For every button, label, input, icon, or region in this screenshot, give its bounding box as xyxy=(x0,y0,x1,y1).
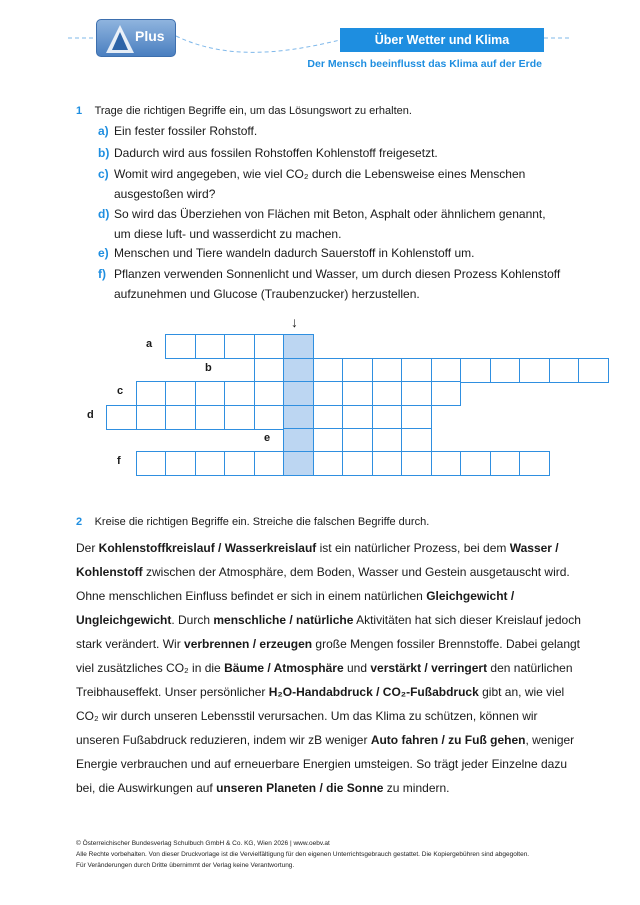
crossword-row-label: c xyxy=(117,385,124,397)
chapter-banner: Über Wetter und Klima xyxy=(340,28,544,52)
clue-text: Ein fester fossiler Rohstoff. xyxy=(114,124,258,138)
crossword-cell[interactable] xyxy=(136,405,167,430)
choice-option-pair[interactable]: Auto fahren / zu Fuß gehen xyxy=(370,733,526,747)
crossword-cell[interactable] xyxy=(254,358,285,383)
crossword-cell[interactable] xyxy=(165,405,196,430)
clue-label: b) xyxy=(98,146,110,160)
crossword-cell[interactable] xyxy=(342,358,373,383)
crossword-cell[interactable] xyxy=(195,451,226,476)
crossword-cell[interactable] xyxy=(431,451,462,476)
cloze-paragraph xyxy=(76,536,581,800)
clue-label: c) xyxy=(98,167,109,181)
clue-text: So wird das Überziehen von Flächen mit Beton, Asphalt oder ähnlichem genannt, um diese luft- und wasserdicht zu machen. xyxy=(114,207,546,241)
crossword-cell[interactable] xyxy=(401,451,432,476)
choice-option-pair[interactable]: H₂O-Handabdruck / CO₂-Fußabdruck xyxy=(268,685,479,699)
paragraph-text: zwischen der Atmosphäre, dem Boden, Wasser und Gestein ausgetauscht wird. Ohne menschlichen Einfluss befindet er sich in einem natürlichen xyxy=(76,565,570,603)
crossword-cell[interactable] xyxy=(372,428,403,453)
crossword-cell[interactable] xyxy=(106,405,137,430)
crossword-cell[interactable] xyxy=(342,405,373,430)
crossword-solution-cell[interactable] xyxy=(283,405,314,430)
crossword-cell[interactable] xyxy=(254,405,285,430)
crossword-cell[interactable] xyxy=(549,358,580,383)
crossword-row-label: d xyxy=(87,409,94,421)
solution-arrow-icon: ↓ xyxy=(291,314,298,330)
crossword-cell[interactable] xyxy=(313,358,344,383)
choice-option-pair[interactable]: verbrennen / erzeugen xyxy=(184,637,313,651)
crossword-cell[interactable] xyxy=(490,358,521,383)
clue-text: Womit wird angegeben, wie viel CO₂ durch die Lebensweise eines Menschen ausgestoßen wird? xyxy=(114,167,526,201)
clue-f xyxy=(98,264,568,304)
crossword-solution-cell[interactable] xyxy=(283,381,314,406)
choice-option-pair[interactable]: verstärkt / verringert xyxy=(370,661,488,675)
crossword-cell[interactable] xyxy=(460,451,491,476)
choice-option-pair[interactable]: Bäume / Atmosphäre xyxy=(224,661,344,675)
clue-label: f) xyxy=(98,267,106,281)
crossword-cell[interactable] xyxy=(313,381,344,406)
choice-option-pair[interactable]: menschliche / natürliche xyxy=(213,613,354,627)
task-instruction: Trage die richtigen Begriffe ein, um das Lösungswort zu erhalten. xyxy=(94,105,412,117)
crossword-cell[interactable] xyxy=(578,358,609,383)
clue-text: Dadurch wird aus fossilen Rohstoffen Kohlenstoff freigesetzt. xyxy=(114,146,438,160)
crossword-cell[interactable] xyxy=(136,451,167,476)
clue-b xyxy=(98,143,568,163)
clue-d xyxy=(98,204,568,244)
crossword-solution-cell[interactable] xyxy=(283,428,314,453)
crossword-cell[interactable] xyxy=(519,451,550,476)
crossword-cell[interactable] xyxy=(254,381,285,406)
crossword-cell[interactable] xyxy=(224,405,255,430)
crossword-cell[interactable] xyxy=(165,334,196,359)
clue-text: Menschen und Tiere wandeln dadurch Sauerstoff in Kohlenstoff um. xyxy=(114,246,475,260)
crossword-cell[interactable] xyxy=(401,405,432,430)
crossword-cell[interactable] xyxy=(460,358,491,383)
paragraph-text: den natürlichen Treibhauseffekt. Unser persönlicher xyxy=(76,661,573,699)
crossword-cell[interactable] xyxy=(136,381,167,406)
crossword-cell[interactable] xyxy=(254,451,285,476)
task-number: 2 xyxy=(76,516,83,528)
task-1-heading xyxy=(76,101,412,119)
publisher-logo xyxy=(96,19,176,57)
crossword-cell[interactable] xyxy=(165,451,196,476)
crossword-cell[interactable] xyxy=(519,358,550,383)
crossword-row-label: a xyxy=(146,338,153,350)
paragraph-text: Der xyxy=(76,541,99,555)
task-number: 1 xyxy=(76,105,83,117)
crossword-cell[interactable] xyxy=(313,405,344,430)
crossword-cell[interactable] xyxy=(195,334,226,359)
crossword-row-label: b xyxy=(205,362,212,374)
task-instruction: Kreise die richtigen Begriffe ein. Streiche die falschen Begriffe durch. xyxy=(94,516,430,528)
crossword-cell[interactable] xyxy=(342,428,373,453)
crossword-cell[interactable] xyxy=(372,405,403,430)
triangle-logo-icon xyxy=(105,24,135,54)
crossword-cell[interactable] xyxy=(401,381,432,406)
crossword-cell[interactable] xyxy=(342,451,373,476)
crossword-cell[interactable] xyxy=(401,358,432,383)
footer-rights: Alle Rechte vorbehalten. Von dieser Druckvorlage ist die Vervielfältigung für den eigenen Unterrichtsgebrauch gestattet. Die Kopiergebühren sind abgegolten. xyxy=(76,851,530,858)
clue-a xyxy=(98,121,568,141)
crossword-cell[interactable] xyxy=(254,334,285,359)
crossword-row-label: f xyxy=(117,455,121,467)
paragraph-text: und xyxy=(343,661,371,675)
paragraph-text: zu mindern. xyxy=(383,781,450,795)
crossword-cell[interactable] xyxy=(165,381,196,406)
clue-e xyxy=(98,243,568,263)
paragraph-text: , weniger Energie verbrauchen und auf erneuerbare Energien umsteigen. So trägt jeder Einzelne dazu bei, die Auswirkungen auf xyxy=(76,733,575,795)
clue-label: a) xyxy=(98,124,109,138)
paragraph-text: Aktivitäten hat sich dieser Kreislauf jedoch stark verändert. Wir xyxy=(76,613,581,651)
choice-option-pair[interactable]: Wasser / Kohlenstoff xyxy=(76,541,559,579)
crossword-cell[interactable] xyxy=(313,451,344,476)
crossword-cell[interactable] xyxy=(195,405,226,430)
footer xyxy=(76,838,529,871)
paragraph-text: ist ein natürlicher Prozess, bei dem xyxy=(316,541,510,555)
clue-label: d) xyxy=(98,207,110,221)
crossword-cell[interactable] xyxy=(313,428,344,453)
clue-label: e) xyxy=(98,246,109,260)
footer-disclaimer: Für Veränderungen durch Dritte übernimmt der Verlag keine Verantwortung. xyxy=(76,862,295,869)
crossword-cell[interactable] xyxy=(490,451,521,476)
crossword-cell[interactable] xyxy=(224,381,255,406)
crossword-cell[interactable] xyxy=(224,451,255,476)
crossword-solution-cell[interactable] xyxy=(283,358,314,383)
paragraph-text: . Durch xyxy=(171,613,214,627)
choice-option-pair[interactable]: Kohlenstoffkreislauf / Wasserkreislauf xyxy=(98,541,317,555)
crossword-solution-cell[interactable] xyxy=(283,451,314,476)
choice-option-pair[interactable]: unseren Planeten / die Sonne xyxy=(216,781,384,795)
crossword-cell[interactable] xyxy=(224,334,255,359)
crossword-cell[interactable] xyxy=(431,358,462,383)
crossword-solution-cell[interactable] xyxy=(283,334,314,359)
paragraph-text: gibt an, wie viel CO₂ wir durch unseren Lebensstil verursachen. Um das Klima zu schützen, können wir unseren Fußabdruck reduzieren, indem wir zB weniger xyxy=(76,685,565,747)
page-subtitle: Der Mensch beeinflusst das Klima auf der Erde xyxy=(307,58,542,70)
crossword-cell[interactable] xyxy=(401,428,432,453)
logo-text: Plus xyxy=(135,28,165,44)
crossword-cell[interactable] xyxy=(372,381,403,406)
clue-c xyxy=(98,164,568,204)
choice-option-pair[interactable]: Gleichgewicht / Ungleichgewicht xyxy=(76,589,515,627)
crossword-row-label: e xyxy=(264,432,271,444)
task-2-heading xyxy=(76,512,429,530)
crossword-cell[interactable] xyxy=(372,451,403,476)
clue-text: Pflanzen verwenden Sonnenlicht und Wasser, um durch diesen Prozess Kohlenstoff aufzunehmen und Glucose (Traubenzucker) herzustellen. xyxy=(114,267,561,301)
footer-copyright: © Österreichischer Bundesverlag Schulbuch GmbH & Co. KG, Wien 2026 | www.oebv.at xyxy=(76,840,330,847)
paragraph-text: große Mengen fossiler Brennstoffe. Dabei gelangt viel zusätzliches CO₂ in die xyxy=(76,637,581,675)
crossword-cell[interactable] xyxy=(431,381,462,406)
crossword-cell[interactable] xyxy=(372,358,403,383)
crossword-cell[interactable] xyxy=(195,381,226,406)
crossword-cell[interactable] xyxy=(342,381,373,406)
